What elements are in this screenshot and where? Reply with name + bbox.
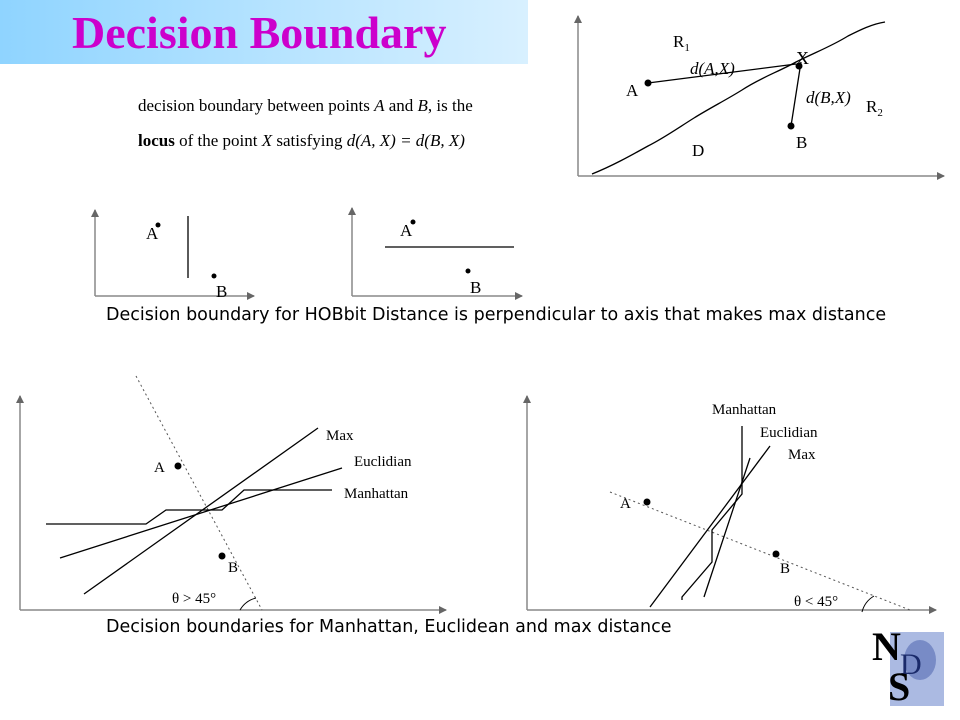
point-a-label: A [626, 81, 639, 100]
point-a-dot [175, 463, 182, 470]
euclidian-boundary [60, 468, 342, 558]
distance-bx-label: d(B,X) [806, 88, 851, 107]
definition-text: and [384, 96, 418, 115]
logo-letter-n: N [872, 626, 901, 669]
ndsu-logo [872, 626, 946, 708]
point-b-label: B [780, 561, 791, 577]
manhattan-label: Manhattan [712, 402, 777, 418]
point-a-dot [645, 80, 652, 87]
point-a-dot [644, 499, 651, 506]
point-b-dot [788, 123, 795, 130]
top-diagram [578, 16, 944, 176]
point-b-dot [773, 551, 780, 558]
point-b-dot [212, 274, 217, 279]
page-title: Decision Boundary [72, 7, 447, 58]
max-label: Max [326, 428, 354, 444]
euclidian-label: Euclidian [354, 454, 412, 470]
euclidian-label: Euclidian [760, 425, 818, 441]
ab-dotted-line [610, 492, 910, 610]
point-b-dot [219, 553, 226, 560]
hobbit-left-diagram [95, 210, 254, 301]
point-a-label: A [620, 496, 631, 512]
definition-point-x: X [261, 131, 273, 150]
point-a-label: A [400, 221, 413, 240]
bottom-right-diagram [527, 396, 936, 612]
definition-locus: locus [138, 131, 175, 150]
hobbit-caption: Decision boundary for HOBbit Distance is perpendicular to axis that makes max distance [106, 305, 887, 325]
point-a-label: A [154, 460, 165, 476]
definition-text: of the point [174, 131, 262, 150]
logo-letter-s: S [888, 664, 911, 708]
angle-arc [240, 598, 256, 610]
max-boundary [84, 428, 318, 594]
definition-text: , is the [427, 96, 473, 115]
point-b-label: B [470, 278, 482, 297]
logo-letter-d: D [900, 648, 922, 681]
hobbit-right-diagram [352, 208, 522, 297]
bottom-caption: Decision boundaries for Manhattan, Euclidean and max distance [106, 617, 672, 637]
angle-label: θ < 45° [794, 594, 839, 610]
definition-text: decision boundary between points [138, 96, 375, 115]
max-label: Max [788, 447, 816, 463]
angle-label: θ > 45° [172, 591, 217, 607]
point-b-label: B [796, 133, 808, 152]
distance-ax-label: d(A,X) [690, 59, 735, 78]
line-b-x [791, 62, 801, 126]
definition-text: satisfying [272, 131, 347, 150]
region-r2-label: $R_2$ [866, 97, 883, 119]
point-x-label: X [796, 48, 809, 68]
point-b-label: B [228, 560, 239, 576]
ab-dotted-line [136, 376, 262, 610]
max-boundary [704, 458, 750, 597]
point-b-dot [466, 269, 471, 274]
point-b-label: B [216, 282, 228, 301]
definition-equation: d(A, X) = d(B, X) [346, 131, 465, 150]
definition-point-a: A [374, 96, 385, 115]
region-r1-label: $R_1$ [673, 32, 690, 54]
manhattan-label: Manhattan [344, 486, 409, 502]
bottom-left-diagram [20, 376, 446, 610]
definition-point-b: B [417, 96, 428, 115]
point-a-label: A [146, 224, 159, 243]
region-d-label: D [692, 141, 705, 160]
euclidian-boundary [650, 446, 770, 607]
